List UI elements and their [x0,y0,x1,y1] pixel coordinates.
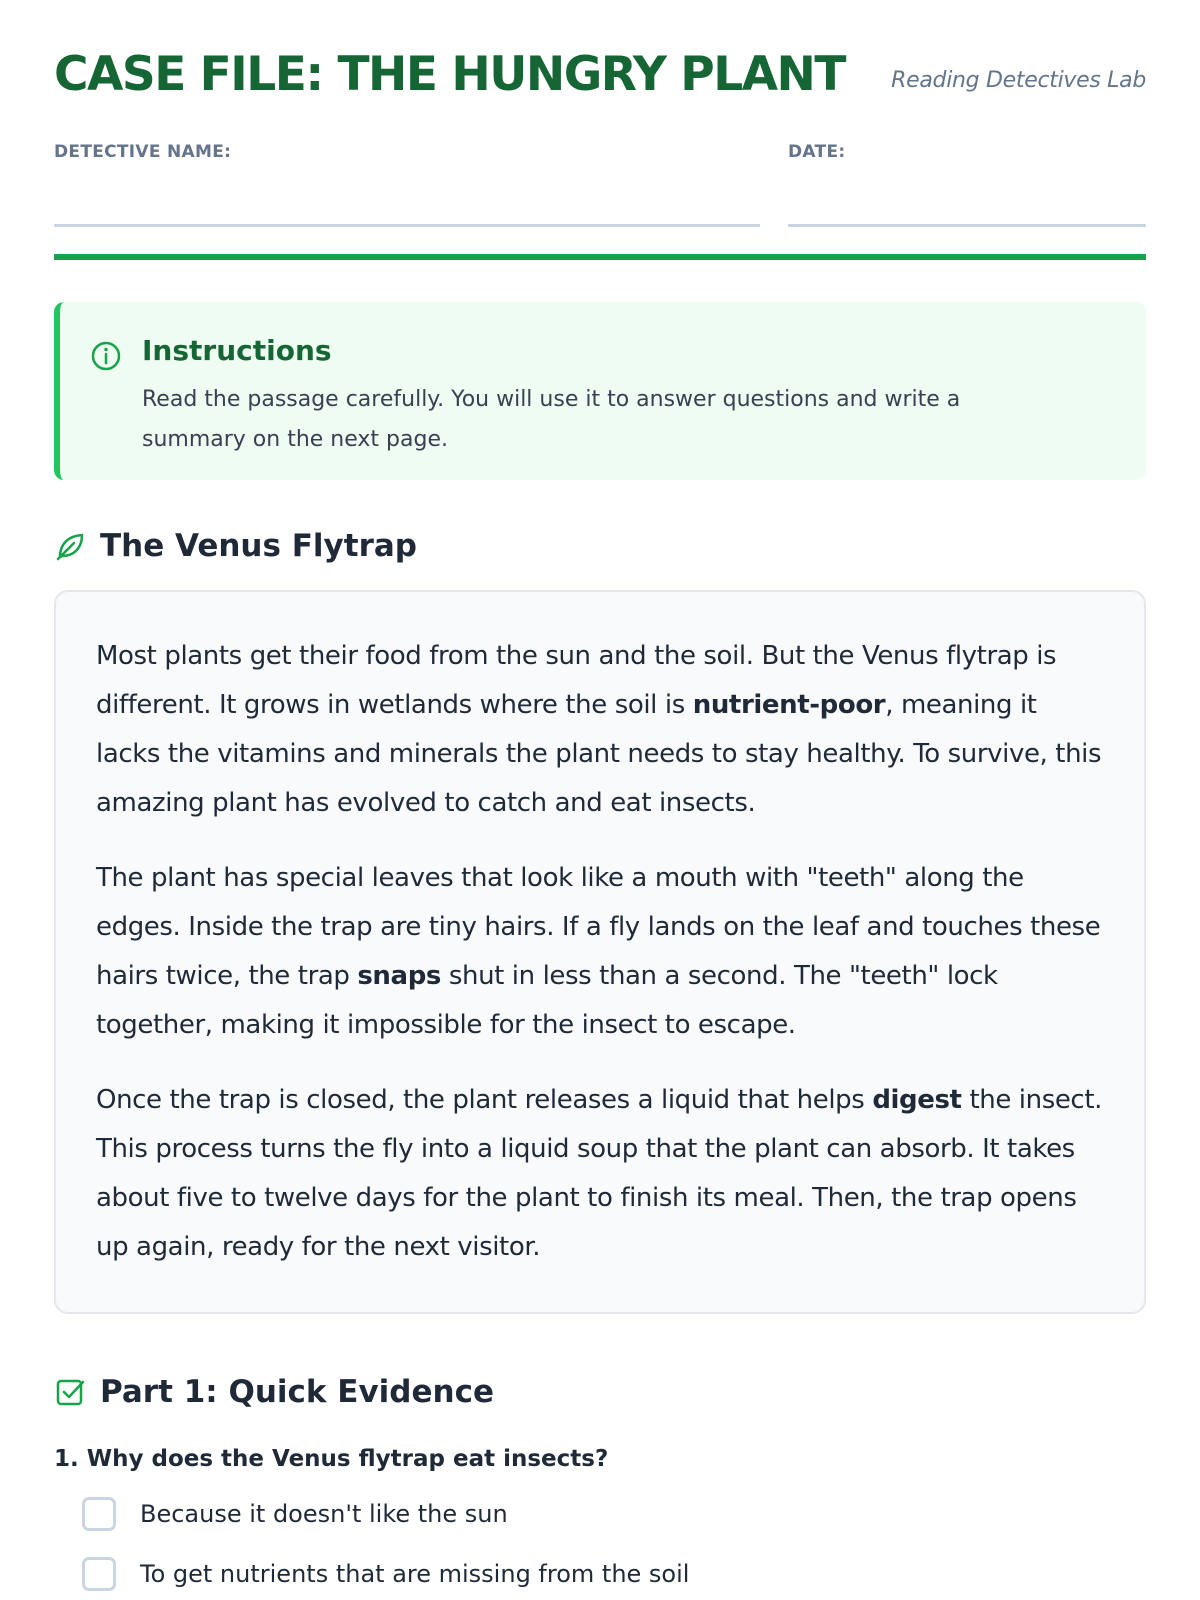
header [54,0,1146,140]
passage-paragraph: The plant has special leaves that look like a mouth with "teeth" along the edges. Inside the trap are tiny hairs. If a fly lands on the leaf and touches these hairs twice, the trap snaps shut in less than a second. The "teeth" lock together, making it impossible for the insect to escape. [96,863,1101,1040]
answer-option[interactable] [82,1497,508,1531]
answer-option[interactable] [82,1557,689,1591]
passage-paragraph: Once the trap is closed, the plant releases a liquid that helps digest the insect. This process turns the fly into a liquid soup that the plant can absorb. It takes about five to twelve days for the plant to finish its meal. Then, the trap opens up again, ready for the next visitor. [96,1085,1102,1262]
key-term: digest [872,1085,962,1115]
answer-label[interactable]: To get nutrients that are missing from the soil [140,1560,690,1588]
instructions-text: Read the passage carefully. You will use it to answer questions and write a summary on the next page. [142,387,961,452]
header-divider [54,254,1146,260]
checkbox-icon [54,1376,86,1408]
answer-checkbox[interactable] [82,1497,116,1531]
part1-title: Part 1: Quick Evidence [100,1374,494,1410]
passage-heading [54,528,417,564]
instructions-title: Instructions [142,334,332,367]
passage-paragraph: Most plants get their food from the sun and the soil. But the Venus flytrap is different. It grows in wetlands where the soil is nutrient-poor, meaning it lacks the vitamins and minerals the plant needs to stay healthy. To survive, this amazing plant has evolved to catch and eat insects. [96,641,1102,818]
info-icon [90,340,122,372]
key-term: nutrient-poor [692,690,886,720]
date-label: DATE: [788,142,846,162]
info-fields [54,142,1146,228]
answer-checkbox[interactable] [82,1557,116,1591]
answer-label[interactable]: Because it doesn't like the sun [140,1500,508,1528]
key-term: snaps [357,961,441,991]
passage-box [54,590,1146,1314]
detective-name-field[interactable] [54,142,760,228]
date-line [788,224,1146,227]
passage-title: The Venus Flytrap [100,528,417,564]
date-field[interactable] [788,142,1146,228]
leaf-icon [54,530,86,562]
question-1: 1. Why does the Venus flytrap eat insects? [54,1446,609,1472]
part1-heading [54,1374,494,1410]
detective-name-label: DETECTIVE NAME: [54,142,232,162]
page-title: CASE FILE: THE HUNGRY PLANT [54,47,845,102]
detective-name-line [54,224,760,227]
lab-name: Reading Detectives Lab [891,68,1146,93]
instructions-callout [54,302,1146,480]
